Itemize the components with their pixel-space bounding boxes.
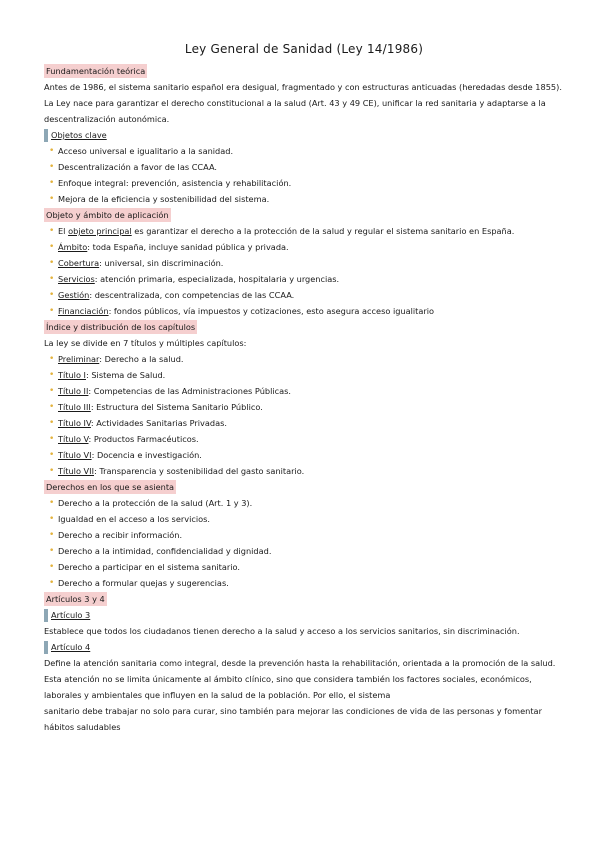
list-item	[44, 367, 564, 383]
indice-intro: La ley se divide en 7 títulos y múltiples capítulos:	[44, 338, 247, 348]
subheading-articulo-3: Artículo 3	[44, 609, 90, 622]
list-item	[44, 223, 564, 239]
item-term: Título V	[58, 434, 89, 444]
item-term: Gestión	[58, 290, 90, 300]
list-item: • Derecho a la intimidad, confidencialidad y dignidad.	[44, 543, 564, 559]
item-term: Preliminar	[58, 354, 100, 364]
list-item	[44, 287, 564, 303]
item-text: : Sistema de Salud.	[85, 370, 166, 380]
list-item: • Derecho a participar en el sistema sanitario.	[44, 559, 564, 575]
articulo-4-text: Define la atención sanitaria como integral, desde la prevención hasta la rehabilitación, orientada a la promoción de la salud. Esta atención no se limita únicamente al ámbito clínico, sino que considera también los factores sociales, económicos, laborales y ambientales que influyen en la salud de la población. Por ello, el sistema	[44, 658, 556, 700]
list-item	[44, 239, 564, 255]
section-heading-indice: Índice y distribución de los capítulos	[46, 322, 196, 332]
subheading-articulo-4: Artículo 4	[44, 641, 90, 654]
section-heading-objeto: Objeto y ámbito de aplicación	[46, 210, 169, 220]
item-text: : Productos Farmacéuticos.	[88, 434, 199, 444]
list-item	[44, 255, 564, 271]
list-item: • Igualdad en el acceso a los servicios.	[44, 511, 564, 527]
item-term: Título VII	[58, 466, 94, 476]
list-item: • Enfoque integral: prevención, asistencia y rehabilitación.	[44, 175, 564, 191]
objeto-list	[44, 223, 564, 319]
item-term: objeto principal	[68, 226, 132, 236]
document-title: Ley General de Sanidad (Ley 14/1986)	[184, 42, 424, 56]
item-term: Financiación	[58, 306, 109, 316]
item-text: es garantizar el derecho a la protección de la salud y regular el sistema sanitario en España.	[131, 226, 515, 236]
list-item: • Mejora de la eficiencia y sostenibilidad del sistema.	[44, 191, 564, 207]
item-text: : Docencia e investigación.	[91, 450, 202, 460]
list-item	[44, 415, 564, 431]
articulo-4-text-continued: sanitario debe trabajar no solo para curar, sino también para mejorar las condiciones de vida de las personas y fomentar hábitos saludables	[44, 706, 542, 732]
list-item	[44, 383, 564, 399]
derechos-list	[44, 495, 564, 591]
item-text: : Estructura del Sistema Sanitario Público.	[90, 402, 263, 412]
section-heading-articulos: Artículos 3 y 4	[46, 594, 105, 604]
item-term: Título IV	[58, 418, 91, 428]
list-item	[44, 271, 564, 287]
list-item: • Derecho a la protección de la salud (Art. 1 y 3).	[44, 495, 564, 511]
item-text: : Transparencia y sostenibilidad del gasto sanitario.	[94, 466, 305, 476]
list-item: • Derecho a formular quejas y sugerencias.	[44, 575, 564, 591]
item-prefix: El	[58, 226, 69, 236]
item-term: Título III	[58, 402, 91, 412]
articulo-3-text: Establece que todos los ciudadanos tienen derecho a la salud y acceso a los servicios sanitarios, sin discriminación.	[44, 626, 520, 636]
item-text: : fondos públicos, vía impuestos y cotizaciones, esto asegura acceso igualitario	[108, 306, 435, 316]
list-item: • Derecho a recibir información.	[44, 527, 564, 543]
item-term: Título I	[58, 370, 86, 380]
item-text: : atención primaria, especializada, hospitalaria y urgencias.	[94, 274, 340, 284]
list-item: • Descentralización a favor de las CCAA.	[44, 159, 564, 175]
item-text: : Derecho a la salud.	[99, 354, 184, 364]
subheading-objetivos: Objetos clave	[44, 129, 107, 142]
item-term: Servicios	[58, 274, 95, 284]
list-item	[44, 431, 564, 447]
item-text: : Actividades Sanitarias Privadas.	[90, 418, 227, 428]
list-item	[44, 447, 564, 463]
item-term: Título II	[58, 386, 89, 396]
list-item: • Acceso universal e igualitario a la sanidad.	[44, 143, 564, 159]
fundamentacion-paragraph: Antes de 1986, el sistema sanitario español era desigual, fragmentado y con estructuras anticuadas (heredadas desde 1855). La Ley nace para garantizar el derecho constitucional a la salud (Art. 43 y 49 CE), unificar la red sanitaria y adaptarse a la descentralización autonómica.	[44, 82, 562, 124]
objetivos-list	[44, 143, 564, 207]
item-text: : descentralizada, con competencias de las CCAA.	[89, 290, 295, 300]
list-item	[44, 399, 564, 415]
indice-list	[44, 351, 564, 479]
list-item	[44, 303, 564, 319]
document-page	[44, 40, 564, 735]
list-item	[44, 351, 564, 367]
item-text: : Competencias de las Administraciones Públicas.	[88, 386, 292, 396]
item-term: Título VI	[58, 450, 92, 460]
section-heading-derechos: Derechos en los que se asienta	[46, 482, 175, 492]
item-term: Ámbito	[58, 242, 88, 252]
item-text: : toda España, incluye sanidad pública y privada.	[87, 242, 289, 252]
section-heading-fundamentacion: Fundamentación teórica	[46, 66, 146, 76]
list-item	[44, 463, 564, 479]
item-term: Cobertura	[58, 258, 100, 268]
item-text: : universal, sin discriminación.	[99, 258, 224, 268]
